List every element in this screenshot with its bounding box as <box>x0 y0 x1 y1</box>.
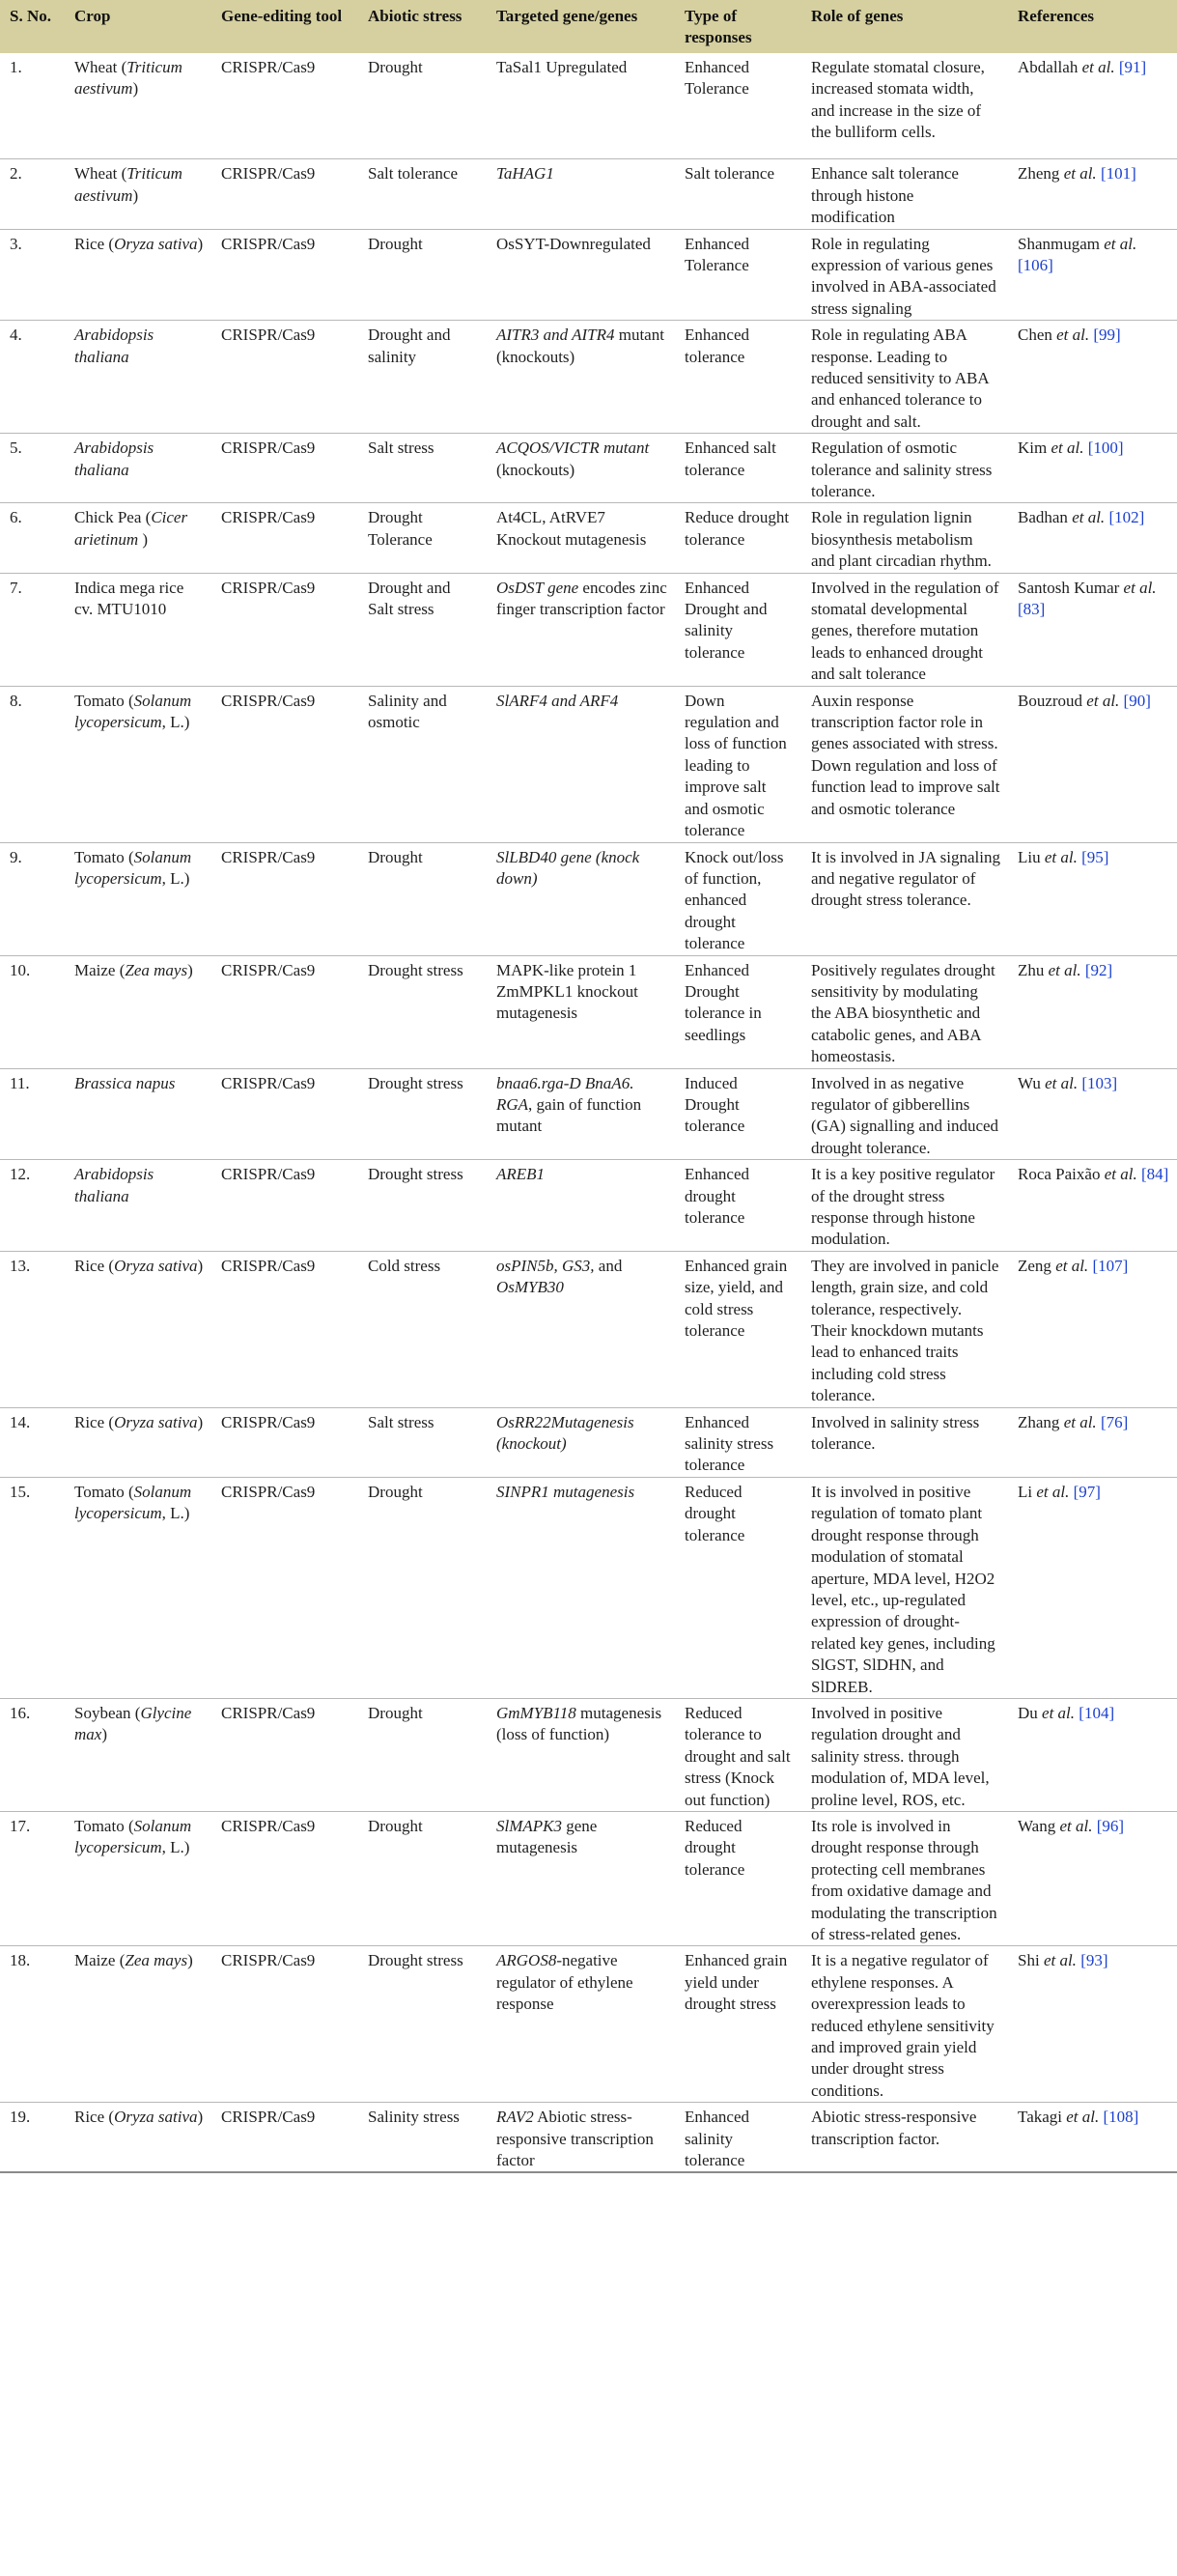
cell-gene: MAPK-like protein 1 ZmMPKL1 knockout mutagenesis <box>487 955 675 1068</box>
cell-response: Enhanced salt tolerance <box>675 434 801 503</box>
cell-reference <box>1008 53 1177 159</box>
reference-link[interactable]: [107] <box>1092 1256 1129 1275</box>
cell-sno: 1. <box>0 53 65 159</box>
cell-response: Enhanced grain size, yield, and cold stress tolerance <box>675 1251 801 1407</box>
table-row <box>0 503 1177 573</box>
cell-tool: CRISPR/Cas9 <box>211 686 358 842</box>
cell-crop: Maize (Zea mays) <box>65 955 211 1068</box>
header-sno: S. No. <box>10 7 51 25</box>
cell-tool: CRISPR/Cas9 <box>211 53 358 159</box>
cell-crop: Tomato (Solanum lycopersicum, L.) <box>65 842 211 955</box>
table-row <box>0 53 1177 159</box>
cell-reference <box>1008 229 1177 321</box>
table-row <box>0 321 1177 434</box>
table-row <box>0 1068 1177 1160</box>
cell-response: Enhanced salinity stress tolerance <box>675 1407 801 1477</box>
cell-gene: osPIN5b, GS3, and OsMYB30 <box>487 1251 675 1407</box>
reference-link[interactable]: [99] <box>1093 326 1121 345</box>
cell-gene: RAV2 Abiotic stress-responsive transcription factor <box>487 2103 675 2173</box>
cell-crop: Rice (Oryza sativa) <box>65 229 211 321</box>
reference-author: Zeng et al. <box>1018 1256 1089 1275</box>
cell-sno: 15. <box>0 1477 65 1698</box>
cell-stress: Drought <box>358 53 487 159</box>
cell-reference <box>1008 1068 1177 1160</box>
reference-author: Kim et al. <box>1018 439 1084 458</box>
cell-tool: CRISPR/Cas9 <box>211 842 358 955</box>
cell-reference <box>1008 573 1177 686</box>
table-header <box>0 0 1177 53</box>
cell-tool: CRISPR/Cas9 <box>211 955 358 1068</box>
cell-crop: Arabidopsis thaliana <box>65 1160 211 1252</box>
cell-tool: CRISPR/Cas9 <box>211 1698 358 1811</box>
cell-sno: 2. <box>0 159 65 229</box>
cell-crop: Chick Pea (Cicer arietinum ) <box>65 503 211 573</box>
cell-stress: Salinity stress <box>358 2103 487 2173</box>
table-row <box>0 686 1177 842</box>
reference-author: Roca Paixão et al. <box>1018 1165 1137 1184</box>
cell-role: Abiotic stress-responsive transcription factor. <box>801 2103 1008 2173</box>
cell-stress: Drought <box>358 229 487 321</box>
cell-stress: Cold stress <box>358 1251 487 1407</box>
reference-link[interactable]: [108] <box>1103 2108 1139 2127</box>
table-body <box>0 53 1177 2173</box>
cell-role: Regulation of osmotic tolerance and salinity stress tolerance. <box>801 434 1008 503</box>
cell-tool: CRISPR/Cas9 <box>211 321 358 434</box>
cell-stress: Salt tolerance <box>358 159 487 229</box>
cell-sno: 19. <box>0 2103 65 2173</box>
cell-crop: Soybean (Glycine max) <box>65 1698 211 1811</box>
cell-gene: AITR3 and AITR4 mutant (knockouts) <box>487 321 675 434</box>
reference-link[interactable]: [90] <box>1123 691 1151 710</box>
reference-author: Zhang et al. <box>1018 1412 1097 1431</box>
cell-tool: CRISPR/Cas9 <box>211 1251 358 1407</box>
cell-reference <box>1008 955 1177 1068</box>
cell-crop: Brassica napus <box>65 1068 211 1160</box>
cell-response: Induced Drought tolerance <box>675 1068 801 1160</box>
reference-author: Wu et al. <box>1018 1073 1079 1092</box>
header-tool: Gene-editing tool <box>221 7 343 25</box>
header-row <box>0 0 1177 53</box>
cell-response: Enhanced grain yield under drought stress <box>675 1946 801 2103</box>
cell-gene: TaSal1 Upregulated <box>487 53 675 159</box>
cell-role: Involved in the regulation of stomatal developmental genes, therefore mutation leads to enhanced drought and salt tolerance <box>801 573 1008 686</box>
cell-stress: Drought <box>358 842 487 955</box>
cell-sno: 9. <box>0 842 65 955</box>
cell-gene: TaHAG1 <box>487 159 675 229</box>
cell-sno: 6. <box>0 503 65 573</box>
cell-tool: CRISPR/Cas9 <box>211 503 358 573</box>
cell-reference <box>1008 321 1177 434</box>
cell-sno: 17. <box>0 1811 65 1945</box>
cell-gene: At4CL, AtRVE7 Knockout mutagenesis <box>487 503 675 573</box>
cell-response: Reduce drought tolerance <box>675 503 801 573</box>
cell-sno: 14. <box>0 1407 65 1477</box>
table-row <box>0 842 1177 955</box>
cell-gene: SlLBD40 gene (knock down) <box>487 842 675 955</box>
cell-sno: 3. <box>0 229 65 321</box>
cell-crop: Wheat (Triticum aestivum) <box>65 53 211 159</box>
table-row <box>0 1251 1177 1407</box>
cell-response: Enhanced tolerance <box>675 321 801 434</box>
reference-author: Bouzroud et al. <box>1018 691 1120 710</box>
reference-link[interactable]: [92] <box>1084 960 1113 979</box>
reference-link[interactable]: [83] <box>1018 600 1046 619</box>
cell-sno: 8. <box>0 686 65 842</box>
cell-crop: Rice (Oryza sativa) <box>65 1251 211 1407</box>
cell-reference <box>1008 842 1177 955</box>
header-references: References <box>1018 7 1094 25</box>
cell-role: It is involved in JA signaling and negative regulator of drought stress tolerance. <box>801 842 1008 955</box>
cell-role: It is a key positive regulator of the drought stress response through histone modulation. <box>801 1160 1008 1252</box>
cell-sno: 5. <box>0 434 65 503</box>
reference-author: Santosh Kumar et al. <box>1018 578 1157 597</box>
cell-response: Enhanced salinity tolerance <box>675 2103 801 2173</box>
cell-crop: Maize (Zea mays) <box>65 1946 211 2103</box>
cell-stress: Drought stress <box>358 955 487 1068</box>
reference-link[interactable]: [102] <box>1108 508 1145 527</box>
cell-stress: Drought and salinity <box>358 321 487 434</box>
cell-stress: Salt stress <box>358 1407 487 1477</box>
cell-response: Salt tolerance <box>675 159 801 229</box>
cell-role: Enhance salt tolerance through histone modification <box>801 159 1008 229</box>
cell-gene: bnaa6.rga-D BnaA6. RGA, gain of function mutant <box>487 1068 675 1160</box>
cell-reference <box>1008 434 1177 503</box>
reference-link[interactable]: [76] <box>1100 1412 1129 1431</box>
cell-response: Reduced drought tolerance <box>675 1477 801 1698</box>
reference-link[interactable]: [106] <box>1018 255 1053 274</box>
table-row <box>0 573 1177 686</box>
reference-link[interactable]: [93] <box>1080 1951 1108 1970</box>
cell-stress: Drought stress <box>358 1068 487 1160</box>
cell-response: Enhanced Drought and salinity tolerance <box>675 573 801 686</box>
cell-reference <box>1008 1698 1177 1811</box>
cell-tool: CRISPR/Cas9 <box>211 1407 358 1477</box>
cell-tool: CRISPR/Cas9 <box>211 1811 358 1945</box>
cell-role: Involved in as negative regulator of gibberellins (GA) signalling and induced drought tolerance. <box>801 1068 1008 1160</box>
cell-response: Knock out/loss of function, enhanced drought tolerance <box>675 842 801 955</box>
reference-author: Takagi et al. <box>1018 2108 1100 2127</box>
cell-role: Role in regulating expression of various genes involved in ABA-associated stress signaling <box>801 229 1008 321</box>
cell-gene: SlMAPK3 gene mutagenesis <box>487 1811 675 1945</box>
cell-crop: Tomato (Solanum lycopersicum, L.) <box>65 1811 211 1945</box>
table-row <box>0 1477 1177 1698</box>
reference-author: Chen et al. <box>1018 326 1090 345</box>
reference-author: Badhan et al. <box>1018 508 1106 527</box>
reference-author: Zheng et al. <box>1018 164 1097 184</box>
cell-sno: 18. <box>0 1946 65 2103</box>
cell-role: Its role is involved in drought response through protecting cell membranes from oxidative damage and modulating the transcription of stress-related genes. <box>801 1811 1008 1945</box>
cell-crop: Arabidopsis thaliana <box>65 321 211 434</box>
cell-gene: OsSYT-Downregulated <box>487 229 675 321</box>
reference-author: Shanmugam et al. <box>1018 234 1137 253</box>
cell-sno: 7. <box>0 573 65 686</box>
cell-gene: GmMYB118 mutagenesis (loss of function) <box>487 1698 675 1811</box>
cell-stress: Drought <box>358 1698 487 1811</box>
table-row <box>0 1698 1177 1811</box>
cell-role: Involved in positive regulation drought and salinity stress. through modulation of, MDA level, proline level, ROS, etc. <box>801 1698 1008 1811</box>
table-row <box>0 1946 1177 2103</box>
cell-stress: Drought Tolerance <box>358 503 487 573</box>
reference-link[interactable]: [96] <box>1096 1816 1125 1835</box>
header-response: Type of responses <box>685 7 752 47</box>
reference-author: Abdallah et al. <box>1018 57 1115 76</box>
table-row <box>0 434 1177 503</box>
cell-reference <box>1008 1477 1177 1698</box>
cell-role: Positively regulates drought sensitivity by modulating the ABA biosynthetic and catabolic genes, and ABA homeostasis. <box>801 955 1008 1068</box>
cell-stress: Drought <box>358 1811 487 1945</box>
cell-crop: Rice (Oryza sativa) <box>65 1407 211 1477</box>
reference-link[interactable]: [95] <box>1081 847 1109 866</box>
cell-reference <box>1008 1251 1177 1407</box>
reference-author: Shi et al. <box>1018 1951 1077 1970</box>
cell-tool: CRISPR/Cas9 <box>211 1160 358 1252</box>
cell-gene: ACQOS/VICTR mutant (knockouts) <box>487 434 675 503</box>
cell-crop: Arabidopsis thaliana <box>65 434 211 503</box>
cell-reference <box>1008 1946 1177 2103</box>
cell-role: They are involved in panicle length, grain size, and cold tolerance, respectively. Their knockdown mutants lead to enhanced traits including cold stress tolerance. <box>801 1251 1008 1407</box>
table-row <box>0 1160 1177 1252</box>
cell-response: Reduced drought tolerance <box>675 1811 801 1945</box>
cell-tool: CRISPR/Cas9 <box>211 434 358 503</box>
reference-link[interactable]: [104] <box>1079 1703 1115 1722</box>
reference-link[interactable]: [100] <box>1087 439 1124 458</box>
cell-response: Enhanced Tolerance <box>675 229 801 321</box>
header-gene: Targeted gene/genes <box>496 7 638 25</box>
cell-response: Enhanced Tolerance <box>675 53 801 159</box>
cell-tool: CRISPR/Cas9 <box>211 1068 358 1160</box>
cell-sno: 4. <box>0 321 65 434</box>
cell-reference <box>1008 503 1177 573</box>
cell-tool: CRISPR/Cas9 <box>211 1946 358 2103</box>
cell-gene: SINPR1 mutagenesis <box>487 1477 675 1698</box>
reference-author: Wang et al. <box>1018 1816 1093 1835</box>
cell-role: It is involved in positive regulation of tomato plant drought response through modulation of stomatal aperture, MDA level, H2O2 level, etc., up-regulated expression of drought-related key genes, including SlGST, SlDHN, and SlDREB. <box>801 1477 1008 1698</box>
cell-sno: 11. <box>0 1068 65 1160</box>
cell-response: Down regulation and loss of function leading to improve salt and osmotic tolerance <box>675 686 801 842</box>
cell-stress: Salinity and osmotic <box>358 686 487 842</box>
cell-reference <box>1008 1407 1177 1477</box>
cell-role: Role in regulation lignin biosynthesis metabolism and plant circadian rhythm. <box>801 503 1008 573</box>
table-row <box>0 2103 1177 2173</box>
cell-crop: Tomato (Solanum lycopersicum, L.) <box>65 686 211 842</box>
reference-link[interactable]: [91] <box>1118 57 1147 76</box>
cell-reference <box>1008 1160 1177 1252</box>
header-stress: Abiotic stress <box>368 7 462 25</box>
reference-link[interactable]: [84] <box>1140 1165 1169 1184</box>
cell-gene: OsDST gene encodes zinc finger transcription factor <box>487 573 675 686</box>
cell-role: Regulate stomatal closure, increased stomata width, and increase in the size of the bulliform cells. <box>801 53 1008 159</box>
reference-author: Du et al. <box>1018 1703 1076 1722</box>
cell-response: Enhanced Drought tolerance in seedlings <box>675 955 801 1068</box>
header-crop: Crop <box>74 7 111 25</box>
reference-link[interactable]: [101] <box>1100 164 1136 184</box>
cell-crop: Rice (Oryza sativa) <box>65 2103 211 2173</box>
reference-link[interactable]: [103] <box>1081 1073 1118 1092</box>
cell-stress: Drought stress <box>358 1946 487 2103</box>
cell-reference <box>1008 1811 1177 1945</box>
cell-crop: Wheat (Triticum aestivum) <box>65 159 211 229</box>
table-row <box>0 1811 1177 1945</box>
header-role: Role of genes <box>811 7 904 25</box>
cell-stress: Salt stress <box>358 434 487 503</box>
cell-tool: CRISPR/Cas9 <box>211 2103 358 2173</box>
cell-gene: SlARF4 and ARF4 <box>487 686 675 842</box>
table-row <box>0 955 1177 1068</box>
table-row <box>0 1407 1177 1477</box>
cell-tool: CRISPR/Cas9 <box>211 159 358 229</box>
cell-gene: OsRR22Mutagenesis (knockout) <box>487 1407 675 1477</box>
cell-crop: Tomato (Solanum lycopersicum, L.) <box>65 1477 211 1698</box>
reference-link[interactable]: [97] <box>1073 1482 1101 1501</box>
cell-tool: CRISPR/Cas9 <box>211 1477 358 1698</box>
cell-reference <box>1008 159 1177 229</box>
table-row <box>0 229 1177 321</box>
cell-sno: 16. <box>0 1698 65 1811</box>
cell-tool: CRISPR/Cas9 <box>211 573 358 686</box>
cell-role: It is a negative regulator of ethylene responses. A overexpression leads to reduced ethylene sensitivity and improved grain yield under drought stress conditions. <box>801 1946 1008 2103</box>
reference-author: Liu et al. <box>1018 847 1078 866</box>
cell-stress: Drought and Salt stress <box>358 573 487 686</box>
cell-stress: Drought <box>358 1477 487 1698</box>
cell-response: Enhanced drought tolerance <box>675 1160 801 1252</box>
cell-reference <box>1008 686 1177 842</box>
cell-role: Role in regulating ABA response. Leading to reduced sensitivity to ABA and enhanced tolerance to drought and salt. <box>801 321 1008 434</box>
cell-role: Involved in salinity stress tolerance. <box>801 1407 1008 1477</box>
cell-gene: ARGOS8-negative regulator of ethylene response <box>487 1946 675 2103</box>
cell-sno: 10. <box>0 955 65 1068</box>
cell-tool: CRISPR/Cas9 <box>211 229 358 321</box>
cell-response: Reduced tolerance to drought and salt stress (Knock out function) <box>675 1698 801 1811</box>
cell-crop: Indica mega rice cv. MTU1010 <box>65 573 211 686</box>
cell-sno: 12. <box>0 1160 65 1252</box>
cell-gene: AREB1 <box>487 1160 675 1252</box>
cell-reference <box>1008 2103 1177 2173</box>
cell-sno: 13. <box>0 1251 65 1407</box>
reference-author: Zhu et al. <box>1018 960 1081 979</box>
cell-role: Auxin response transcription factor role in genes associated with stress. Down regulation and loss of function lead to improve salt and osmotic tolerance <box>801 686 1008 842</box>
table-row <box>0 159 1177 229</box>
reference-author: Li et al. <box>1018 1482 1070 1501</box>
cell-stress: Drought stress <box>358 1160 487 1252</box>
